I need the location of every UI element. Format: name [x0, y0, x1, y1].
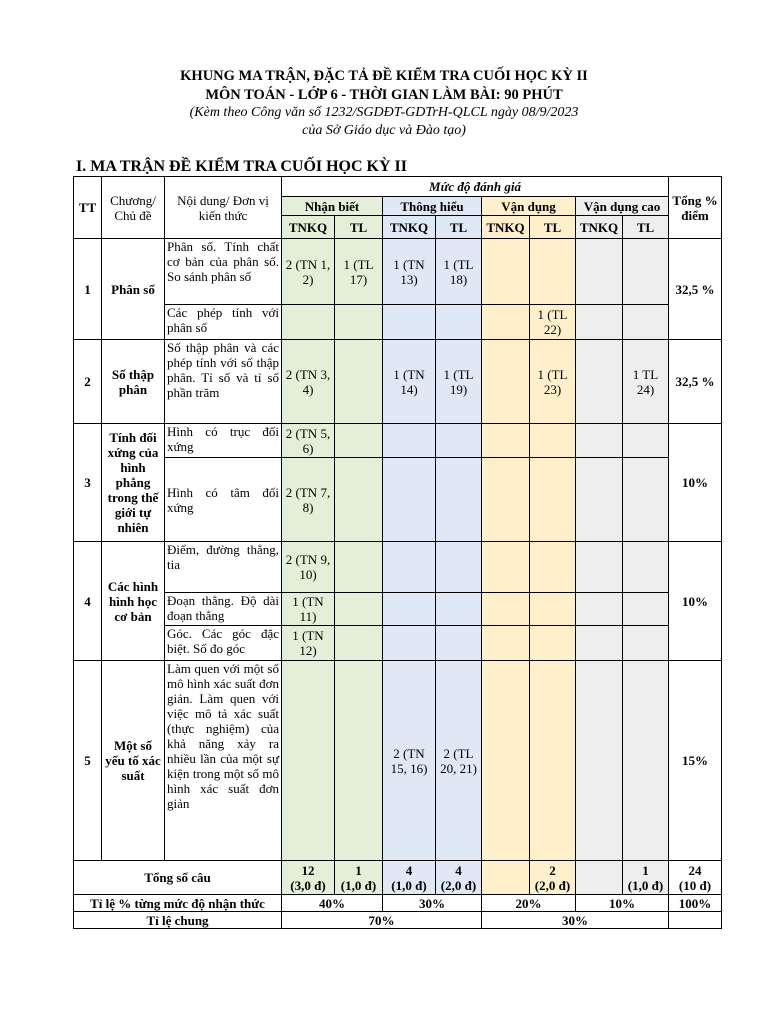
cell [436, 458, 482, 542]
row-noidung: Điểm, đường thẳng, tia [165, 542, 282, 593]
cell [282, 305, 335, 340]
row-noidung: Làm quen với một số mô hình xác suất đơn giản. Làm quen với việc mô tả xác suất (thực nghiệm) của khả năng xảy ra nhiều lần của một sự kiện trong một số mô hình xác suất đơn giản [165, 661, 282, 861]
cell: 1 (TL 22) [530, 305, 576, 340]
doc-subtitle: MÔN TOÁN - LỚP 6 - THỜI GIAN LÀM BÀI: 90 PHÚT [205, 87, 563, 103]
cell [623, 239, 669, 305]
total-cell: 1 (1,0 đ) [335, 861, 383, 895]
row-chuong: Một số yếu tố xác suất [102, 661, 165, 861]
cell [623, 626, 669, 661]
row-noidung: Đoạn thẳng. Độ dài đoạn thẳng [165, 593, 282, 626]
cell: 1 (TN 11) [282, 593, 335, 626]
cell [623, 424, 669, 458]
ratio-thong-hieu: 30% [383, 895, 482, 912]
level-van-dung: Vận dụng [482, 197, 576, 216]
ratio-total: 100% [669, 895, 722, 912]
cell [335, 542, 383, 593]
row-tt: 3 [74, 424, 102, 542]
level-nhan-biet: Nhận biết [282, 197, 383, 216]
row-tt: 2 [74, 340, 102, 424]
total-cell: 4 (2,0 đ) [436, 861, 482, 895]
table-row [74, 458, 722, 542]
table-row [74, 424, 722, 458]
doc-title: KHUNG MA TRẬN, ĐẶC TẢ ĐỀ KIỂM TRA CUỐI HỌC KỲ II [180, 68, 588, 84]
row-tt: 4 [74, 542, 102, 661]
sub-tl: TL [436, 216, 482, 239]
cell [576, 305, 623, 340]
sub-tl: TL [335, 216, 383, 239]
cell [530, 626, 576, 661]
total-row [74, 861, 722, 895]
header-row-1 [74, 177, 722, 197]
cell [335, 305, 383, 340]
overall-left: 70% [282, 912, 482, 929]
row-chuong: Phân số [102, 239, 165, 340]
cell [335, 661, 383, 861]
row-noidung: Hình có tâm đối xứng [165, 458, 282, 542]
cell [482, 661, 530, 861]
cell: 2 (TL 20, 21) [436, 661, 482, 861]
ratio-van-dung-cao: 10% [576, 895, 669, 912]
cell: 1 (TL 19) [436, 340, 482, 424]
cell: 1 (TN 14) [383, 340, 436, 424]
table-row [74, 305, 722, 340]
cell [576, 340, 623, 424]
cell [436, 626, 482, 661]
assessment-matrix-table [73, 176, 722, 929]
level-van-dung-cao: Vận dụng cao [576, 197, 669, 216]
overall-empty [669, 912, 722, 929]
cell: 2 (TN 5, 6) [282, 424, 335, 458]
cell [576, 661, 623, 861]
cell: 2 (TN 15, 16) [383, 661, 436, 861]
cell [436, 593, 482, 626]
cell [530, 424, 576, 458]
cell [335, 593, 383, 626]
cell [576, 239, 623, 305]
cell [482, 458, 530, 542]
cell [482, 340, 530, 424]
col-muc-do: Mức độ đánh giá [282, 177, 669, 197]
cell [482, 626, 530, 661]
row-tt: 1 [74, 239, 102, 340]
cell [383, 542, 436, 593]
table-row [74, 542, 722, 593]
cell [436, 305, 482, 340]
cell: 1 (TL 18) [436, 239, 482, 305]
sub-tnkq: TNKQ [383, 216, 436, 239]
cell: 1 (TL 17) [335, 239, 383, 305]
cell [335, 626, 383, 661]
total-grand: 24 (10 đ) [669, 861, 722, 895]
cell [530, 661, 576, 861]
cell: 2 (TN 7, 8) [282, 458, 335, 542]
cell [383, 424, 436, 458]
row-pct: 32,5 % [669, 239, 722, 340]
ratio-van-dung: 20% [482, 895, 576, 912]
sub-tl: TL [530, 216, 576, 239]
sub-tl: TL [623, 216, 669, 239]
cell: 1 (TL 23) [530, 340, 576, 424]
cell [576, 593, 623, 626]
cell [482, 305, 530, 340]
cell [482, 593, 530, 626]
cell [383, 305, 436, 340]
cell: 2 (TN 3, 4) [282, 340, 335, 424]
cell [576, 424, 623, 458]
ratio-nhan-biet: 40% [282, 895, 383, 912]
cell [623, 542, 669, 593]
row-chuong: Tính đối xứng của hình phẳng trong thế giới tự nhiên [102, 424, 165, 542]
overall-row [74, 912, 722, 929]
doc-reference: (Kèm theo Công văn số 1232/SGDĐT-GDTrH-QLCL ngày 08/9/2023 [189, 105, 579, 120]
row-chuong: Số thập phân [102, 340, 165, 424]
row-chuong: Các hình hình học cơ bản [102, 542, 165, 661]
cell [623, 305, 669, 340]
cell [383, 458, 436, 542]
row-pct: 10% [669, 424, 722, 542]
cell [576, 458, 623, 542]
cell [436, 424, 482, 458]
row-pct: 10% [669, 542, 722, 661]
overall-right: 30% [482, 912, 669, 929]
cell: 1 TL 24) [623, 340, 669, 424]
row-tt: 5 [74, 661, 102, 861]
cell [436, 542, 482, 593]
row-noidung: Phân số. Tính chất cơ bản của phân số. So sánh phân số [165, 239, 282, 305]
col-tong: Tổng % điểm [669, 177, 722, 239]
cell [383, 626, 436, 661]
cell [482, 542, 530, 593]
cell [623, 593, 669, 626]
ratio-label: Tỉ lệ % từng mức độ nhận thức [74, 895, 282, 912]
cell [530, 542, 576, 593]
total-label: Tổng số câu [74, 861, 282, 895]
row-pct: 32,5 % [669, 340, 722, 424]
level-thong-hieu: Thông hiểu [383, 197, 482, 216]
sub-tnkq: TNKQ [482, 216, 530, 239]
table-row [74, 593, 722, 626]
cell [623, 458, 669, 542]
doc-reference-2: của Sở Giáo dục và Đào tạo) [302, 123, 466, 138]
total-cell [576, 861, 623, 895]
section-title: I. MA TRẬN ĐỀ KIỂM TRA CUỐI HỌC KỲ II [76, 158, 408, 175]
total-cell: 4 (1,0 đ) [383, 861, 436, 895]
cell [530, 458, 576, 542]
cell: 1 (TN 13) [383, 239, 436, 305]
cell: 2 (TN 1, 2) [282, 239, 335, 305]
cell [335, 340, 383, 424]
cell [530, 593, 576, 626]
row-noidung: Góc. Các góc đặc biệt. Số đo góc [165, 626, 282, 661]
total-cell: 1 (1,0 đ) [623, 861, 669, 895]
cell: 1 (TN 12) [282, 626, 335, 661]
col-tt: TT [74, 177, 102, 239]
table-row [74, 239, 722, 305]
cell [282, 661, 335, 861]
cell [482, 424, 530, 458]
overall-label: Tỉ lệ chung [74, 912, 282, 929]
col-noidung: Nội dung/ Đơn vị kiến thức [165, 177, 282, 239]
total-cell: 12 (3,0 đ) [282, 861, 335, 895]
cell [576, 626, 623, 661]
cell [335, 424, 383, 458]
row-pct: 15% [669, 661, 722, 861]
cell [482, 239, 530, 305]
table-row [74, 661, 722, 861]
total-cell [482, 861, 530, 895]
col-chuong: Chương/ Chủ đề [102, 177, 165, 239]
ratio-row [74, 895, 722, 912]
table-row [74, 626, 722, 661]
cell [383, 593, 436, 626]
sub-tnkq: TNKQ [282, 216, 335, 239]
cell [623, 661, 669, 861]
cell [576, 542, 623, 593]
row-noidung: Các phép tính với phân số [165, 305, 282, 340]
row-noidung: Số thập phân và các phép tính với số thập phân. Tỉ số và tỉ số phần trăm [165, 340, 282, 424]
table-row [74, 340, 722, 424]
sub-tnkq: TNKQ [576, 216, 623, 239]
cell [530, 239, 576, 305]
cell [335, 458, 383, 542]
row-noidung: Hình có trục đối xứng [165, 424, 282, 458]
total-cell: 2 (2,0 đ) [530, 861, 576, 895]
cell: 2 (TN 9, 10) [282, 542, 335, 593]
